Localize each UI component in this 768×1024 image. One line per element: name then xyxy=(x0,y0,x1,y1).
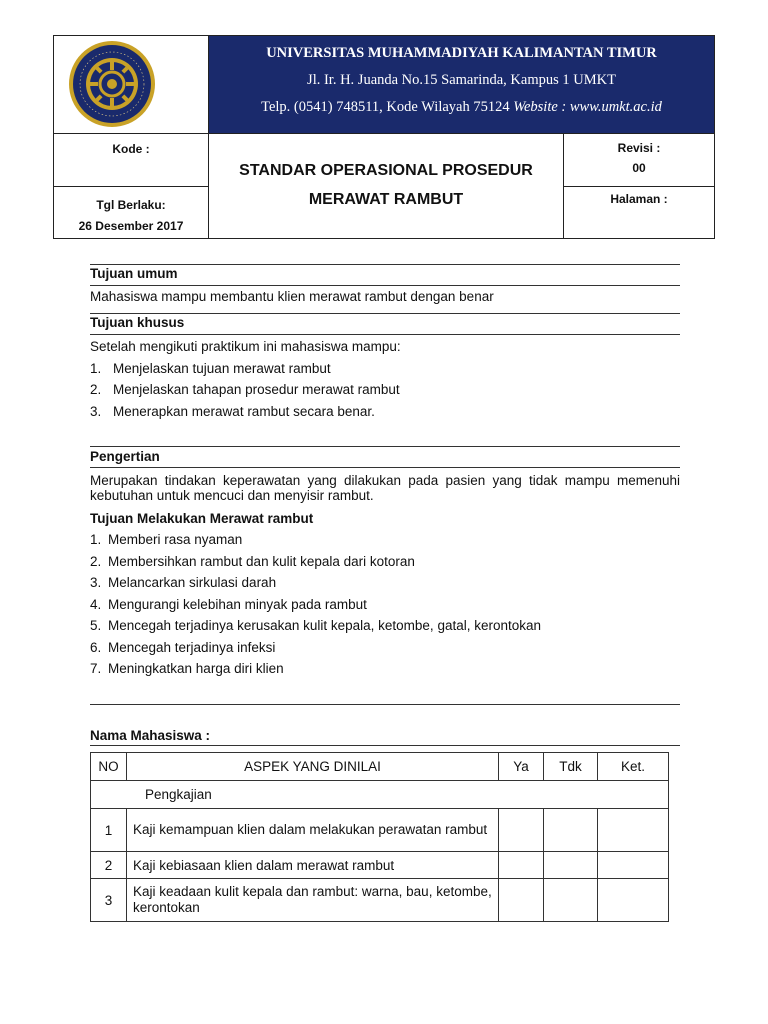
list-item: 7. Meningkatkan harga diri klien xyxy=(90,661,284,676)
table-row xyxy=(91,809,669,852)
list-item: 3. Menerapkan merawat rambut secara benar. xyxy=(90,404,375,419)
tgl-berlaku-cell xyxy=(54,187,209,239)
divider xyxy=(90,704,680,705)
row-number: 3 xyxy=(91,879,127,922)
list-item: 1. Menjelaskan tujuan merawat rambut xyxy=(90,361,331,376)
ya-cell[interactable] xyxy=(499,852,544,879)
table-section-row xyxy=(91,781,669,809)
table-header-row xyxy=(91,753,669,781)
ya-cell[interactable] xyxy=(499,879,544,922)
row-number: 1 xyxy=(91,809,127,852)
col-header-no: NO xyxy=(91,753,127,781)
tujuan-khusus-intro: Setelah mengikuti praktikum ini mahasiswa mampu: xyxy=(90,339,401,354)
ya-cell[interactable] xyxy=(499,809,544,852)
list-item: 2. Menjelaskan tahapan prosedur merawat rambut xyxy=(90,382,400,397)
tujuan-umum-text: Mahasiswa mampu membantu klien merawat rambut dengan benar xyxy=(90,289,494,304)
pengertian-text: Merupakan tindakan keperawatan yang dilakukan pada pasien yang tidak mampu memenuhi kebutuhan untuk mencuci dan menyisir rambut. xyxy=(90,473,680,503)
divider xyxy=(90,334,680,335)
list-item: 2. Membersihkan rambut dan kulit kepala dari kotoran xyxy=(90,554,415,569)
kode-label: Kode : xyxy=(112,142,150,156)
table-row xyxy=(91,852,669,879)
halaman-cell xyxy=(564,187,714,239)
table-row xyxy=(91,879,669,922)
list-item: 1. Memberi rasa nyaman xyxy=(90,532,243,547)
document-title-line1: STANDAR OPERASIONAL PROSEDUR xyxy=(239,162,533,179)
tdk-cell[interactable] xyxy=(544,809,598,852)
divider xyxy=(90,745,680,746)
pengertian-heading: Pengertian xyxy=(90,449,160,464)
row-aspek: Kaji kemampuan klien dalam melakukan perawatan rambut xyxy=(127,809,499,852)
col-header-tdk: Tdk xyxy=(544,753,598,781)
divider xyxy=(90,467,680,468)
list-item: 4. Mengurangi kelebihan minyak pada rambut xyxy=(90,597,367,612)
tgl-label: Tgl Berlaku: xyxy=(96,198,166,212)
tgl-value: 26 Desember 2017 xyxy=(78,219,184,233)
tdk-cell[interactable] xyxy=(544,879,598,922)
tujuan-khusus-heading: Tujuan khusus xyxy=(90,315,185,330)
tujuan-melakukan-heading: Tujuan Melakukan Merawat rambut xyxy=(90,511,314,526)
ket-cell[interactable] xyxy=(598,879,669,922)
col-header-aspek: ASPEK YANG DINILAI xyxy=(127,753,499,781)
university-logo xyxy=(67,39,157,129)
university-contact xyxy=(209,99,714,116)
col-header-ket: Ket. xyxy=(598,753,669,781)
tdk-cell[interactable] xyxy=(544,852,598,879)
document-title-line2: MERAWAT RAMBUT xyxy=(308,191,464,208)
row-number: 2 xyxy=(91,852,127,879)
divider xyxy=(90,264,680,265)
revisi-value: 00 xyxy=(632,161,646,175)
university-banner xyxy=(209,36,714,134)
divider xyxy=(90,285,680,286)
ket-cell[interactable] xyxy=(598,852,669,879)
assessment-table xyxy=(90,752,669,922)
document-title-cell xyxy=(209,134,564,239)
divider xyxy=(90,446,680,447)
university-address: Jl. Ir. H. Juanda No.15 Samarinda, Kampus 1 UMKT xyxy=(307,72,616,88)
logo-cell xyxy=(54,36,209,134)
document-header xyxy=(53,35,715,239)
phone-text: Telp. (0541) 748511, Kode Wilayah 75124 xyxy=(261,99,514,115)
list-item: 6. Mencegah terjadinya infeksi xyxy=(90,640,276,655)
list-item: 3. Melancarkan sirkulasi darah xyxy=(90,575,277,590)
nama-mahasiswa-label: Nama Mahasiswa : xyxy=(90,728,211,743)
university-name: UNIVERSITAS MUHAMMADIYAH KALIMANTAN TIMUR xyxy=(266,45,657,61)
row-aspek: Kaji kebiasaan klien dalam merawat rambut xyxy=(127,852,499,879)
website-text: Website : www.umkt.ac.id xyxy=(513,99,662,115)
revisi-cell xyxy=(564,134,714,187)
halaman-label: Halaman : xyxy=(610,192,668,206)
section-pengkajian: Pengkajian xyxy=(91,781,669,809)
row-aspek: Kaji keadaan kulit kepala dan rambut: warna, bau, ketombe, kerontokan xyxy=(127,879,499,922)
list-item: 5. Mencegah terjadinya kerusakan kulit kepala, ketombe, gatal, kerontokan xyxy=(90,618,542,633)
tujuan-umum-heading: Tujuan umum xyxy=(90,266,178,281)
col-header-ya: Ya xyxy=(499,753,544,781)
ket-cell[interactable] xyxy=(598,809,669,852)
revisi-label: Revisi : xyxy=(617,141,661,155)
divider xyxy=(90,313,680,314)
kode-cell xyxy=(54,134,209,187)
